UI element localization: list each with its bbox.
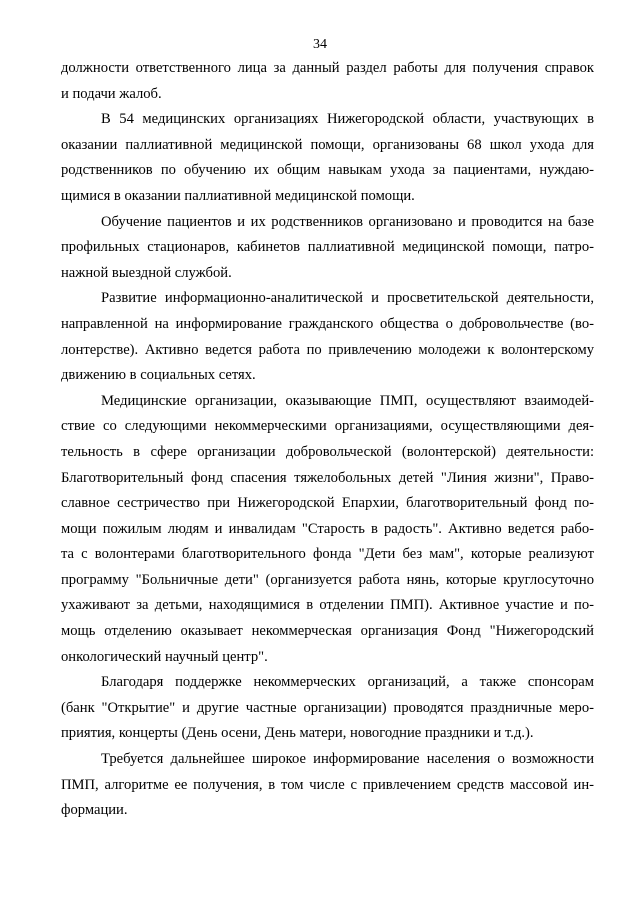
text-line: формации. xyxy=(61,802,128,819)
text-line: ствие со следующими некоммерческими организациями, осуществляющими дея- xyxy=(61,418,594,435)
text-line: Благодаря поддержке некоммерческих организаций, а также спонсорам xyxy=(101,674,594,691)
text-line: оказании паллиативной медицинской помощи, организованы 68 школ ухода для xyxy=(61,136,594,153)
text-line: родственников по обучению их общим навыкам ухода за пациентами, нуждаю- xyxy=(61,162,594,179)
text-line: ПМП, алгоритме ее получения, в том числе с привлечением средств массовой ин- xyxy=(61,776,594,793)
text-line: щимися в оказании паллиативной медицинской помощи. xyxy=(61,187,415,204)
text-line: направленной на информирование гражданского общества о добровольчестве (во- xyxy=(61,315,594,332)
text-line: тельность в сфере организации добровольческой (волонтерской) деятельности: xyxy=(61,443,594,460)
text-line: В 54 медицинских организациях Нижегородской области, участвующих в xyxy=(101,111,594,128)
text-line: (банк "Открытие" и другие частные организации) проводятся праздничные меро- xyxy=(61,699,594,716)
text-line: профильных стационаров, кабинетов паллиативной медицинской помощи, патро- xyxy=(61,239,594,256)
text-line: онкологический научный центр". xyxy=(61,648,268,665)
text-line: та с волонтерами благотворительного фонда "Дети без мам", которые реализуют xyxy=(61,546,594,563)
text-line: Обучение пациентов и их родственников организовано и проводится на базе xyxy=(101,213,594,230)
page-number: 34 xyxy=(313,37,327,52)
text-line: мощь отделению оказывает некоммерческая организация Фонд "Нижегородский xyxy=(61,623,594,640)
body-text xyxy=(61,56,594,824)
text-line: программу "Больничные дети" (организуется работа нянь, которые круглосуточно xyxy=(61,571,594,588)
text-line: Медицинские организации, оказывающие ПМП, осуществляют взаимодей- xyxy=(101,392,594,409)
text-line: должности ответственного лица за данный раздел работы для получения справок xyxy=(61,60,594,76)
text-line: Развитие информационно-аналитической и просветительской деятельности, xyxy=(101,290,594,307)
text-line: Благотворительный фонд спасения тяжелобольных детей "Линия жизни", Право- xyxy=(61,469,594,486)
text-line: ухаживают за детьми, находящимися в отделении ПМП). Активное участие и по- xyxy=(61,597,594,614)
text-line: нажной выездной службой. xyxy=(61,264,232,281)
text-line: Требуется дальнейшее широкое информирование населения о возможности xyxy=(101,751,594,768)
text-line: лонтерстве). Активно ведется работа по привлечению молодежи к волонтерскому xyxy=(61,341,594,358)
text-line: и подачи жалоб. xyxy=(61,85,162,102)
text-line: движению в социальных сетях. xyxy=(61,367,256,384)
text-line: славное сестричество при Нижегородской Епархии, благотворительный фонд по- xyxy=(61,495,594,512)
text-line: приятия, концерты (День осени, День матери, новогодние праздники и т.д.). xyxy=(61,725,534,742)
text-line: мощи пожилым людям и инвалидам "Старость в радость". Активно ведется рабо- xyxy=(61,520,594,537)
